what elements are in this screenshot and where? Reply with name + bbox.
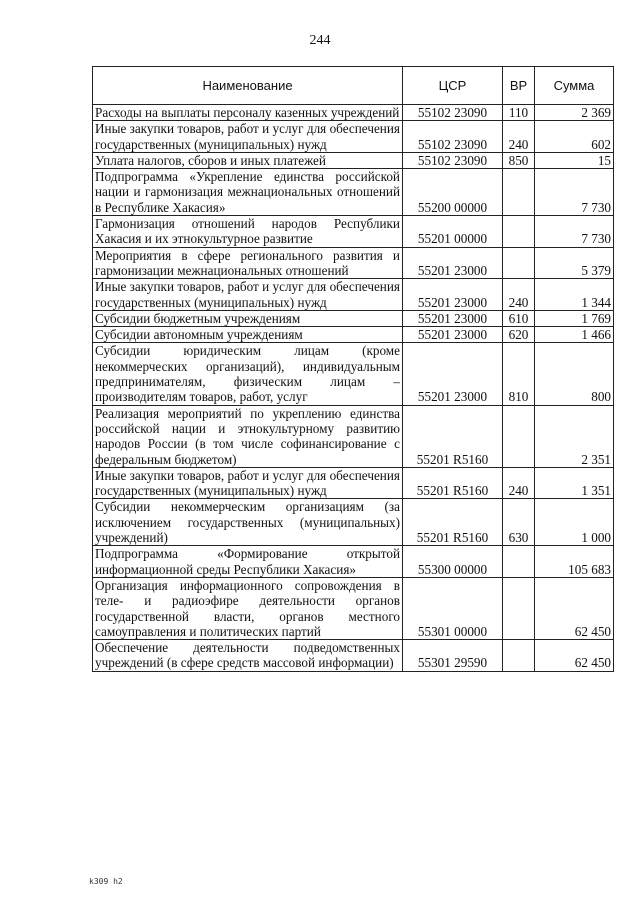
row-csr: 55201 R5160: [403, 499, 503, 546]
row-csr: 55301 00000: [403, 577, 503, 639]
row-sum: 800: [535, 343, 614, 405]
budget-table: [92, 66, 614, 672]
table-row: [93, 640, 614, 672]
row-sum: 1 351: [535, 467, 614, 499]
row-csr: 55201 23000: [403, 327, 503, 343]
row-name: Мероприятия в сфере регионального развития и гармонизации межнациональных отношений: [93, 247, 403, 279]
row-vr: 110: [503, 105, 535, 121]
row-vr: [503, 577, 535, 639]
row-csr: 55201 23000: [403, 247, 503, 279]
row-name: Подпрограмма «Формирование открытой информационной среды Республики Хакасия»: [93, 546, 403, 578]
row-vr: [503, 216, 535, 248]
row-name: Субсидии бюджетным учреждениям: [93, 310, 403, 326]
table-row: [93, 169, 614, 216]
header-name: Наименование: [93, 67, 403, 105]
table-row: [93, 343, 614, 405]
row-sum: 1 769: [535, 310, 614, 326]
table-row: [93, 310, 614, 326]
table-row: [93, 247, 614, 279]
row-name: Иные закупки товаров, работ и услуг для обеспечения государственных (муниципальных) нужд: [93, 467, 403, 499]
row-name: Субсидии некоммерческим организациям (за исключением государственных (муниципальных) учреждений): [93, 499, 403, 546]
row-vr: 810: [503, 343, 535, 405]
row-sum: 602: [535, 121, 614, 153]
row-sum: 5 379: [535, 247, 614, 279]
row-sum: 15: [535, 152, 614, 168]
row-sum: 105 683: [535, 546, 614, 578]
row-vr: 610: [503, 310, 535, 326]
row-sum: 62 450: [535, 577, 614, 639]
header-vr: ВР: [503, 67, 535, 105]
row-vr: [503, 546, 535, 578]
row-vr: [503, 640, 535, 672]
row-name: Иные закупки товаров, работ и услуг для обеспечения государственных (муниципальных) нужд: [93, 121, 403, 153]
table-row: [93, 152, 614, 168]
table-row: [93, 577, 614, 639]
table-row: [93, 121, 614, 153]
row-sum: 2 369: [535, 105, 614, 121]
row-vr: 630: [503, 499, 535, 546]
row-name: Реализация мероприятий по укреплению единства российской нации и этнокультурному развитию народов России (в том числе софинансирование с федеральным бюджетом): [93, 405, 403, 467]
row-vr: 240: [503, 467, 535, 499]
table-row: [93, 405, 614, 467]
header-sum: Сумма: [535, 67, 614, 105]
row-vr: [503, 247, 535, 279]
table-header-row: [93, 67, 614, 105]
row-vr: 850: [503, 152, 535, 168]
table-row: [93, 279, 614, 311]
row-vr: 240: [503, 279, 535, 311]
row-csr: 55102 23090: [403, 152, 503, 168]
row-sum: 7 730: [535, 216, 614, 248]
header-csr: ЦСР: [403, 67, 503, 105]
row-csr: 55201 R5160: [403, 405, 503, 467]
table-row: [93, 546, 614, 578]
table-row: [93, 216, 614, 248]
row-csr: 55201 23000: [403, 279, 503, 311]
row-name: Расходы на выплаты персоналу казенных учреждений: [93, 105, 403, 121]
row-csr: 55300 00000: [403, 546, 503, 578]
row-csr: 55201 23000: [403, 310, 503, 326]
table-row: [93, 499, 614, 546]
row-sum: 1 344: [535, 279, 614, 311]
row-sum: 62 450: [535, 640, 614, 672]
footer-code: k309 h2: [89, 877, 123, 886]
row-csr: 55201 R5160: [403, 467, 503, 499]
row-csr: 55301 29590: [403, 640, 503, 672]
row-sum: 1 466: [535, 327, 614, 343]
row-vr: [503, 169, 535, 216]
row-name: Субсидии автономным учреждениям: [93, 327, 403, 343]
row-sum: 1 000: [535, 499, 614, 546]
row-name: Иные закупки товаров, работ и услуг для обеспечения государственных (муниципальных) нужд: [93, 279, 403, 311]
row-csr: 55201 23000: [403, 343, 503, 405]
row-csr: 55200 00000: [403, 169, 503, 216]
row-name: Субсидии юридическим лицам (кроме некоммерческих организаций), индивидуальным предпринимателям, физическим лицам – производителям товаров, работ, услуг: [93, 343, 403, 405]
table-row: [93, 327, 614, 343]
table-row: [93, 467, 614, 499]
row-csr: 55102 23090: [403, 105, 503, 121]
row-name: Организация информационного сопровождения в теле- и радиоэфире деятельности органов государственной власти, органов местного самоуправления и политических партий: [93, 577, 403, 639]
row-csr: 55102 23090: [403, 121, 503, 153]
row-sum: 2 351: [535, 405, 614, 467]
table-row: [93, 105, 614, 121]
row-vr: [503, 405, 535, 467]
row-name: Гармонизация отношений народов Республики Хакасия и их этнокультурное развитие: [93, 216, 403, 248]
row-csr: 55201 00000: [403, 216, 503, 248]
row-sum: 7 730: [535, 169, 614, 216]
row-name: Подпрограмма «Укрепление единства российской нации и гармонизация межнациональных отношений в Республике Хакасия»: [93, 169, 403, 216]
row-name: Уплата налогов, сборов и иных платежей: [93, 152, 403, 168]
row-name: Обеспечение деятельности подведомственных учреждений (в сфере средств массовой информации): [93, 640, 403, 672]
row-vr: 240: [503, 121, 535, 153]
page-number: 244: [309, 33, 331, 48]
row-vr: 620: [503, 327, 535, 343]
